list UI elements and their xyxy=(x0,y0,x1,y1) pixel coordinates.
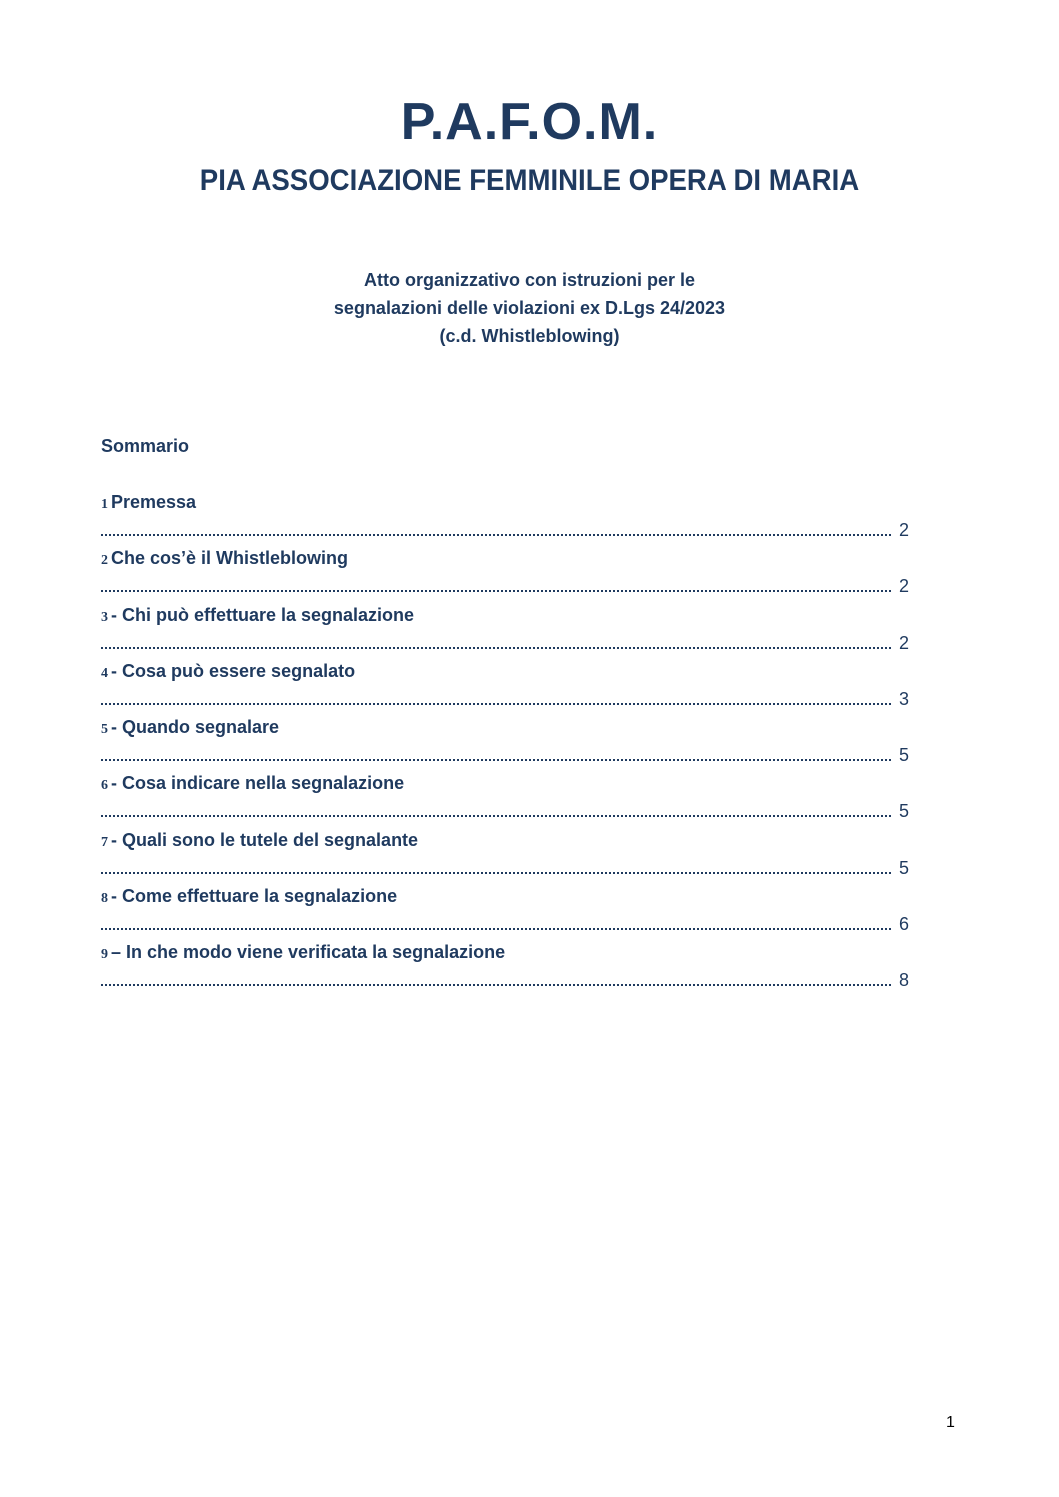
toc-entry-label: - Quando segnalare xyxy=(111,717,280,738)
toc-entry-title xyxy=(101,605,414,626)
organization-name: PIA ASSOCIAZIONE FEMMINILE OPERA DI MARIA xyxy=(199,164,860,197)
toc-entry-page: 2 xyxy=(898,520,909,540)
description-line-1: Atto organizzativo con istruzioni per le xyxy=(363,270,696,290)
toc-entry-label: - Quali sono le tutele del segnalante xyxy=(111,829,419,850)
toc-entry-chi-puo-segnalare[interactable] xyxy=(101,605,913,661)
toc-entry-title xyxy=(101,661,355,682)
toc-entry-cosa-indicare[interactable] xyxy=(101,773,913,829)
toc-entry-number: 2 xyxy=(101,553,108,569)
page-number: 1 xyxy=(946,1414,955,1431)
toc-dot-leader xyxy=(101,526,891,536)
toc-entry-title xyxy=(101,942,505,963)
toc-entry-title xyxy=(101,492,196,513)
description-line-3: (c.d. Whistleblowing) xyxy=(439,326,620,346)
toc-dot-leader xyxy=(101,582,891,592)
toc-entry-quando-segnalare[interactable] xyxy=(101,717,913,773)
toc-entry-come-segnalare[interactable] xyxy=(101,886,913,942)
description-line-2: segnalazioni delle violazioni ex D.Lgs 24/2023 xyxy=(333,298,726,318)
document-description xyxy=(0,266,1059,350)
toc-entry-page: 2 xyxy=(898,632,909,653)
toc-entry-tutele[interactable] xyxy=(101,830,913,886)
toc-entry-label: – In che modo viene verificata la segnalazione xyxy=(111,942,506,963)
toc-entry-verifica[interactable] xyxy=(101,942,913,998)
toc-entry-page: 2 xyxy=(898,576,909,597)
toc-entry-page: 6 xyxy=(898,914,909,935)
toc-entry-number: 4 xyxy=(101,665,108,681)
toc-dot-leader xyxy=(101,751,891,761)
toc-entry-label: - Cosa indicare nella segnalazione xyxy=(111,773,405,794)
document-title: P.A.F.O.M. xyxy=(400,93,659,151)
toc-entry-page: 5 xyxy=(898,857,909,878)
toc-entry-title xyxy=(101,886,397,907)
toc-entry-label: Premessa xyxy=(111,492,197,512)
toc-entry-label: - Come effettuare la segnalazione xyxy=(111,886,398,907)
toc-dot-leader xyxy=(101,639,891,649)
toc-entry-title xyxy=(101,830,418,851)
toc-entry-page: 5 xyxy=(898,745,909,766)
toc-entry-title xyxy=(101,717,279,738)
toc-dot-leader xyxy=(101,920,891,930)
table-of-contents xyxy=(101,492,913,999)
toc-dot-leader xyxy=(101,807,891,817)
toc-entry-whistleblowing[interactable] xyxy=(101,548,913,604)
toc-entry-number: 6 xyxy=(101,778,108,794)
toc-dot-leader xyxy=(101,695,891,705)
toc-entry-page: 8 xyxy=(898,970,909,991)
toc-entry-number: 8 xyxy=(101,891,108,907)
toc-entry-page: 3 xyxy=(898,688,909,709)
toc-entry-label: - Cosa può essere segnalato xyxy=(111,660,356,681)
toc-entry-label: Che cos’è il Whistleblowing xyxy=(111,548,349,569)
toc-entry-number: 1 xyxy=(101,497,108,512)
toc-entry-label: - Chi può effettuare la segnalazione xyxy=(111,604,415,625)
toc-entry-number: 7 xyxy=(101,834,108,850)
toc-dot-leader xyxy=(101,976,891,986)
toc-entry-premessa[interactable] xyxy=(101,492,913,548)
toc-entry-title xyxy=(101,548,348,569)
toc-entry-number: 5 xyxy=(101,722,108,738)
toc-entry-title xyxy=(101,773,404,794)
toc-dot-leader xyxy=(101,864,891,874)
toc-entry-page: 5 xyxy=(898,801,909,822)
toc-entry-number: 3 xyxy=(101,609,108,625)
toc-entry-number: 9 xyxy=(101,947,108,963)
toc-entry-cosa-segnalare[interactable] xyxy=(101,661,913,717)
toc-heading: Sommario xyxy=(101,436,190,456)
